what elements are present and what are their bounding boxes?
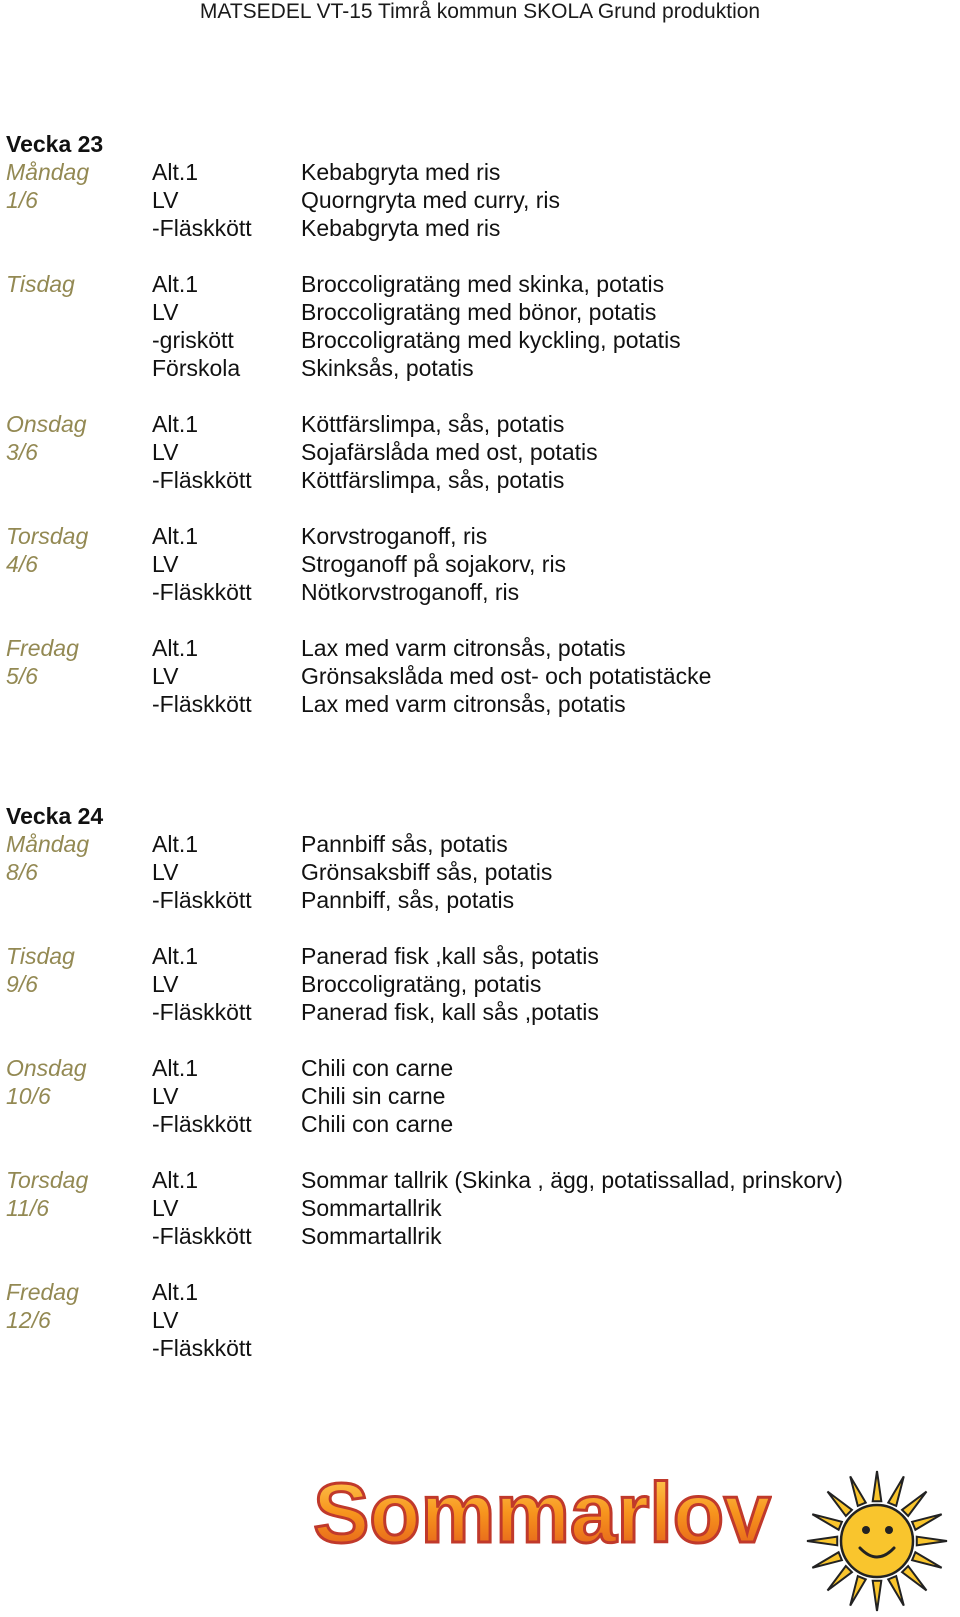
dish-text: Broccoligratäng med skinka, potatis (301, 271, 665, 297)
day-date: 3/6 (6, 439, 38, 465)
alternative-label: -Fläskkött (152, 579, 252, 605)
day-date: 4/6 (6, 551, 38, 577)
sun-ray (873, 1581, 882, 1611)
alternative-label: LV (152, 1083, 179, 1109)
alternative-label: LV (152, 971, 179, 997)
alternative-label: Alt.1 (152, 1167, 199, 1193)
dish-text: Kebabgryta med ris (301, 215, 501, 241)
alternative-label: -Fläskkött (152, 999, 252, 1025)
sun-ray (828, 1492, 852, 1516)
sun-ray (902, 1566, 926, 1590)
sommarlov-logo (312, 1458, 772, 1568)
alternative-label: Alt.1 (152, 1055, 199, 1081)
alternative-label: -Fläskkött (152, 887, 252, 913)
alternative-label: Alt.1 (152, 159, 199, 185)
day-date: 8/6 (6, 859, 38, 885)
day-name: Tisdag (6, 943, 75, 969)
dish-text: Köttfärslimpa, sås, potatis (301, 467, 565, 493)
day-date: 9/6 (6, 971, 38, 997)
alternative-label: LV (152, 299, 179, 325)
alternative-label: -Fläskkött (152, 1111, 252, 1137)
day-name: Torsdag (6, 1167, 89, 1193)
dish-text: Köttfärslimpa, sås, potatis (301, 411, 565, 437)
dish-text: Panerad fisk, kall sås ,potatis (301, 999, 599, 1025)
alternative-label: -Fläskkött (152, 691, 252, 717)
day-date: 5/6 (6, 663, 38, 689)
sun-ray (888, 1476, 904, 1506)
day-name: Onsdag (6, 1055, 87, 1081)
page-title: MATSEDEL VT-15 Timrå kommun SKOLA Grund produktion (199, 0, 761, 23)
alternative-label: LV (152, 1307, 179, 1333)
alternative-label: LV (152, 551, 179, 577)
sun-ray (912, 1552, 942, 1568)
day-name: Fredag (6, 635, 79, 661)
sun-ray (807, 1537, 837, 1546)
dish-text: Chili con carne (301, 1111, 454, 1137)
dish-text: Quorngryta med curry, ris (301, 187, 561, 213)
week-title: Vecka 24 (6, 803, 104, 829)
dish-text: Lax med varm citronsås, potatis (301, 635, 626, 661)
day-name: Torsdag (6, 523, 89, 549)
alternative-label: LV (152, 439, 179, 465)
dish-text: Sojafärslåda med ost, potatis (301, 439, 598, 465)
alternative-label: LV (152, 859, 179, 885)
dish-text: Broccoligratäng med bönor, potatis (301, 299, 657, 325)
sun-ray (812, 1514, 842, 1530)
day-name: Fredag (6, 1279, 79, 1305)
day-name: Måndag (6, 159, 90, 185)
alternative-label: -Fläskkött (152, 467, 252, 493)
dish-text: Lax med varm citronsås, potatis (301, 691, 626, 717)
dish-text: Skinksås, potatis (301, 355, 474, 381)
alternative-label: -Fläskkött (152, 1335, 252, 1361)
alternative-label: Alt.1 (152, 523, 199, 549)
day-date: 10/6 (6, 1083, 51, 1109)
sun-ray (888, 1576, 904, 1606)
alternative-label: LV (152, 187, 179, 213)
alternative-label: LV (152, 1195, 179, 1221)
sun-ray (850, 1576, 866, 1606)
dish-text: Korvstroganoff, ris (301, 523, 488, 549)
dish-text: Stroganoff på sojakorv, ris (301, 551, 567, 577)
day-date: 12/6 (6, 1307, 51, 1333)
sun-ray (917, 1537, 947, 1546)
dish-text: Chili con carne (301, 1055, 454, 1081)
dish-text: Sommar tallrik (Skinka , ägg, potatissallad, prinskorv) (301, 1167, 843, 1193)
dish-text: Sommartallrik (301, 1223, 442, 1249)
day-name: Onsdag (6, 411, 87, 437)
sun-ray (812, 1552, 842, 1568)
alternative-label: -Fläskkött (152, 215, 252, 241)
sun-ray (850, 1476, 866, 1506)
sun-ray (902, 1492, 926, 1516)
sun-ray (828, 1566, 852, 1590)
dish-text: Kebabgryta med ris (301, 159, 501, 185)
alternative-label: Alt.1 (152, 943, 199, 969)
day-date: 11/6 (6, 1195, 50, 1221)
alternative-label: Alt.1 (152, 635, 199, 661)
alternative-label: -griskött (152, 327, 234, 353)
dish-text: Broccoligratäng med kyckling, potatis (301, 327, 681, 353)
sun-icon (800, 1466, 955, 1616)
alternative-label: LV (152, 663, 179, 689)
dish-text: Sommartallrik (301, 1195, 442, 1221)
alternative-label: Förskola (152, 355, 241, 381)
dish-text: Chili sin carne (301, 1083, 446, 1109)
alternative-label: Alt.1 (152, 411, 199, 437)
alternative-label: -Fläskkött (152, 1223, 252, 1249)
alternative-label: Alt.1 (152, 1279, 199, 1305)
day-name: Tisdag (6, 271, 75, 297)
day-date: 1/6 (6, 187, 38, 213)
sun-ray (912, 1514, 942, 1530)
sun-ray (873, 1471, 882, 1501)
dish-text: Panerad fisk ,kall sås, potatis (301, 943, 599, 969)
alternative-label: Alt.1 (152, 831, 199, 857)
dish-text: Broccoligratäng, potatis (301, 971, 542, 997)
dish-text: Pannbiff, sås, potatis (301, 887, 515, 913)
dish-text: Pannbiff sås, potatis (301, 831, 508, 857)
alternative-label: Alt.1 (152, 271, 199, 297)
dish-text: Nötkorvstroganoff, ris (301, 579, 520, 605)
week-title: Vecka 23 (6, 131, 104, 157)
day-name: Måndag (6, 831, 90, 857)
logo-text: Sommarlov (313, 1466, 771, 1560)
dish-text: Grönsakslåda med ost- och potatistäcke (301, 663, 712, 689)
dish-text: Grönsaksbiff sås, potatis (301, 859, 553, 885)
